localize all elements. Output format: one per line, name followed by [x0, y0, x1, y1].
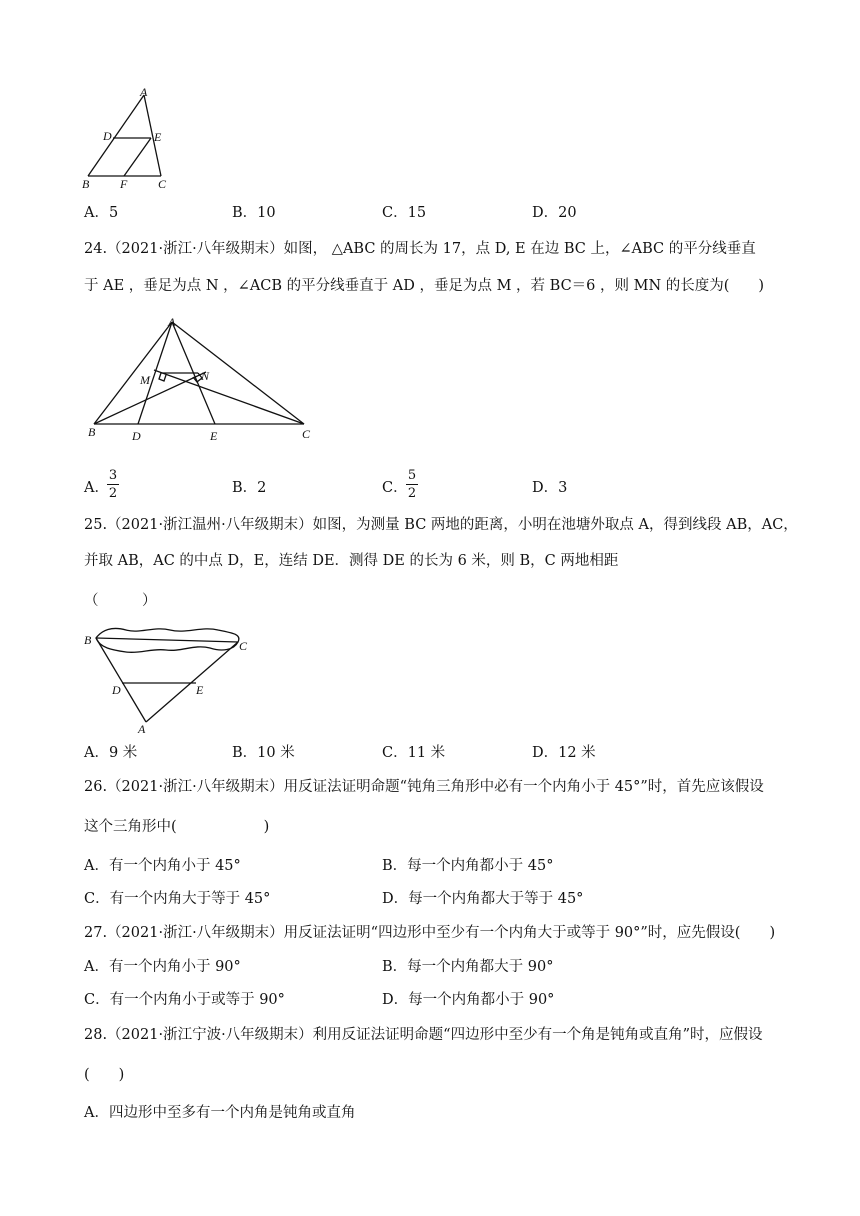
q23-option-c[interactable]: C．15 [382, 205, 427, 221]
q25-stem-line3: （ ） [84, 593, 157, 609]
q24-option-c-fraction [406, 468, 418, 501]
q24-option-d[interactable]: D．3 [532, 480, 568, 496]
q27-option-c[interactable]: C．有一个内角小于或等于 90° [84, 992, 285, 1008]
q27-stem-line1: 27.（2021·浙江·八年级期末）用反证法证明“四边形中至少有一个内角大于或等于 90°”时，应先假设( ) [84, 925, 776, 941]
q27-option-a[interactable]: A．有一个内角小于 90° [84, 959, 241, 975]
q24-figure [84, 312, 324, 447]
q23-option-a[interactable]: A．5 [84, 205, 119, 221]
q25-option-a[interactable]: A．9 米 [84, 745, 138, 761]
q24-label-e: E [210, 429, 218, 443]
q28-option-a[interactable]: A．四边形中至多有一个内角是钝角或直角 [84, 1105, 356, 1121]
q24-option-a-numerator: 3 [108, 468, 118, 483]
q24-label-d: D [132, 429, 141, 443]
q23-option-b[interactable]: B．10 [232, 205, 276, 221]
q23-label-f: F [120, 177, 128, 191]
q26-option-d[interactable]: D．每一个内角都大于等于 45° [382, 891, 584, 907]
q26-stem-line2: 这个三角形中( ) [84, 819, 270, 835]
q24-option-a-fraction [107, 468, 119, 501]
q23-label-c: C [158, 177, 167, 191]
q27-option-b[interactable]: B．每一个内角都大于 90° [382, 959, 554, 975]
q25-label-b: B [84, 633, 92, 647]
q23-option-d[interactable]: D．20 [532, 205, 577, 221]
q24-label-m: M [140, 373, 150, 387]
q25-figure [82, 622, 262, 734]
q25-label-c: C [239, 639, 248, 653]
q25-option-c[interactable]: C．11 米 [382, 745, 446, 761]
q24-option-a-denominator: 2 [108, 486, 118, 501]
q24-option-a-prefix: A． [84, 480, 109, 496]
q24-option-c[interactable] [382, 478, 408, 498]
q26-stem-line1: 26.（2021·浙江·八年级期末）用反证法证明命题“钝角三角形中必有一个内角小于 45°”时，首先应该假设 [84, 779, 764, 795]
q25-stem-line2: 并取 AB，AC 的中点 D，E，连结 DE．测得 DE 的长为 6 米，则 B，C 两地相距 [84, 553, 619, 569]
q26-option-a[interactable]: A．有一个内角小于 45° [84, 858, 241, 874]
q25-option-d[interactable]: D．12 米 [532, 745, 596, 761]
q24-label-n: N [201, 369, 210, 383]
q24-label-a: A [168, 315, 176, 329]
q24-label-c: C [302, 427, 311, 441]
q23-label-b: B [82, 177, 90, 191]
q25-label-e: E [196, 683, 204, 697]
q23-label-a: A [140, 85, 148, 99]
q28-stem-line1: 28.（2021·浙江宁波·八年级期末）利用反证法证明命题“四边形中至少有一个角是钝角或直角”时，应假设 [84, 1027, 763, 1043]
q24-option-b[interactable]: B．2 [232, 480, 267, 496]
q23-label-e: E [154, 130, 162, 144]
q25-option-b[interactable]: B．10 米 [232, 745, 295, 761]
q28-stem-line2: ( ) [84, 1067, 125, 1083]
q24-option-a[interactable] [84, 478, 109, 498]
q24-option-c-numerator: 5 [407, 468, 417, 483]
q23-label-d: D [103, 129, 112, 143]
q24-option-c-prefix: C． [382, 480, 408, 496]
q26-option-b[interactable]: B．每一个内角都小于 45° [382, 858, 554, 874]
q27-option-d[interactable]: D．每一个内角都小于 90° [382, 992, 555, 1008]
q23-figure [78, 84, 178, 194]
q25-stem-line1: 25.（2021·浙江温州·八年级期末）如图，为测量 BC 两地的距离，小明在池塘外取点 A，得到线段 AB，AC， [84, 517, 798, 533]
q24-label-b: B [88, 425, 96, 439]
q26-option-c[interactable]: C．有一个内角大于等于 45° [84, 891, 271, 907]
q24-stem-line2: 于 AE ，垂足为点 N ，∠ACB 的平分线垂直于 AD ，垂足为点 M ，若 BC＝6 ，则 MN 的长度为( ) [84, 278, 765, 294]
q25-label-d: D [112, 683, 121, 697]
q24-option-c-denominator: 2 [407, 486, 417, 501]
q24-stem-line1: 24.（2021·浙江·八年级期末）如图， △ABC 的周长为 17，点 D, E 在边 BC 上，∠ABC 的平分线垂直 [84, 241, 756, 257]
q25-label-a: A [138, 722, 146, 734]
